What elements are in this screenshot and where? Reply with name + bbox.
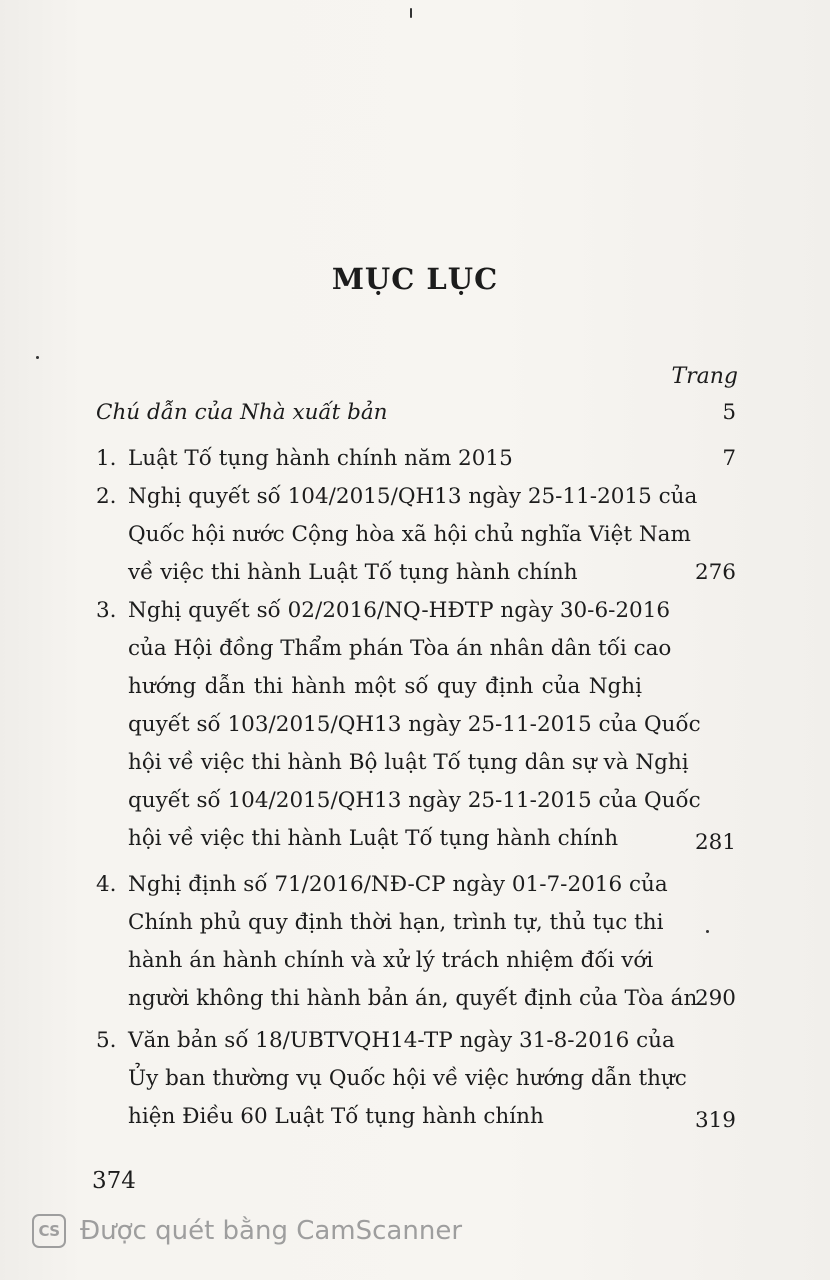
toc-entry-line: Văn bản số 18/UBTVQH14-TP ngày 31-8-2016 của [128, 1028, 675, 1053]
toc-entry-number: 1. [96, 446, 117, 471]
toc-entry-page: 7 [722, 446, 736, 471]
toc-entry-line: quyết số 104/2015/QH13 ngày 25-11-2015 của Quốc [128, 788, 701, 813]
page-title: MỤC LỤC [331, 262, 499, 296]
toc-entry-line: về việc thi hành Luật Tố tụng hành chính [128, 560, 578, 585]
toc-entry-page: 276 [694, 560, 736, 585]
toc-entry-page: 290 [694, 986, 736, 1011]
toc-entry-page: 319 [694, 1108, 736, 1133]
scan-speck [410, 8, 412, 18]
toc-entry-line: Chính phủ quy định thời hạn, trình tự, thủ tục thi [128, 910, 664, 935]
toc-entry-line: quyết số 103/2015/QH13 ngày 25-11-2015 của Quốc [128, 712, 701, 737]
toc-entry-line: Luật Tố tụng hành chính năm 2015 [128, 446, 513, 471]
toc-entry-number: 2. [96, 484, 117, 509]
toc-entry-number: 5. [96, 1028, 117, 1053]
toc-intro-label: Chú dẫn của Nhà xuất bản [96, 400, 388, 425]
toc-entry-line: hội về việc thi hành Bộ luật Tố tụng dân sự và Nghị [128, 750, 689, 775]
scan-speck [706, 930, 709, 933]
toc-entry-line: hiện Điều 60 Luật Tố tụng hành chính [128, 1104, 544, 1129]
toc-entry-line: người không thi hành bản án, quyết định của Tòa án [128, 986, 698, 1011]
toc-entry-number: 3. [96, 598, 117, 623]
toc-entry-number: 4. [96, 872, 117, 897]
toc-entry-line: hướng dẫn thi hành một số quy định của Nghị [128, 674, 642, 699]
camscanner-logo-icon: CS [32, 1214, 66, 1248]
toc-intro-page: 5 [722, 400, 736, 425]
camscanner-watermark [32, 1214, 462, 1248]
toc-entry-page: 281 [694, 830, 736, 855]
toc-entry-line: hành án hành chính và xử lý trách nhiệm đối với [128, 948, 654, 973]
toc-entry-line: Nghị quyết số 104/2015/QH13 ngày 25-11-2015 của [128, 484, 698, 509]
camscanner-text: Được quét bằng CamScanner [80, 1216, 463, 1246]
toc-entry-line: hội về việc thi hành Luật Tố tụng hành chính [128, 826, 619, 851]
toc-entry-line: Nghị định số 71/2016/NĐ-CP ngày 01-7-2016 của [128, 872, 668, 897]
toc-entry-line: Quốc hội nước Cộng hòa xã hội chủ nghĩa Việt Nam [128, 522, 691, 547]
toc-entry-line: của Hội đồng Thẩm phán Tòa án nhân dân tối cao [128, 636, 672, 661]
toc-entry-line: Nghị quyết số 02/2016/NQ-HĐTP ngày 30-6-2016 [128, 598, 671, 623]
page-column-header: Trang [671, 364, 738, 389]
toc-entry-line: Ủy ban thường vụ Quốc hội về việc hướng dẫn thực [128, 1066, 687, 1091]
scan-speck [36, 356, 39, 359]
page-number: 374 [92, 1168, 136, 1194]
